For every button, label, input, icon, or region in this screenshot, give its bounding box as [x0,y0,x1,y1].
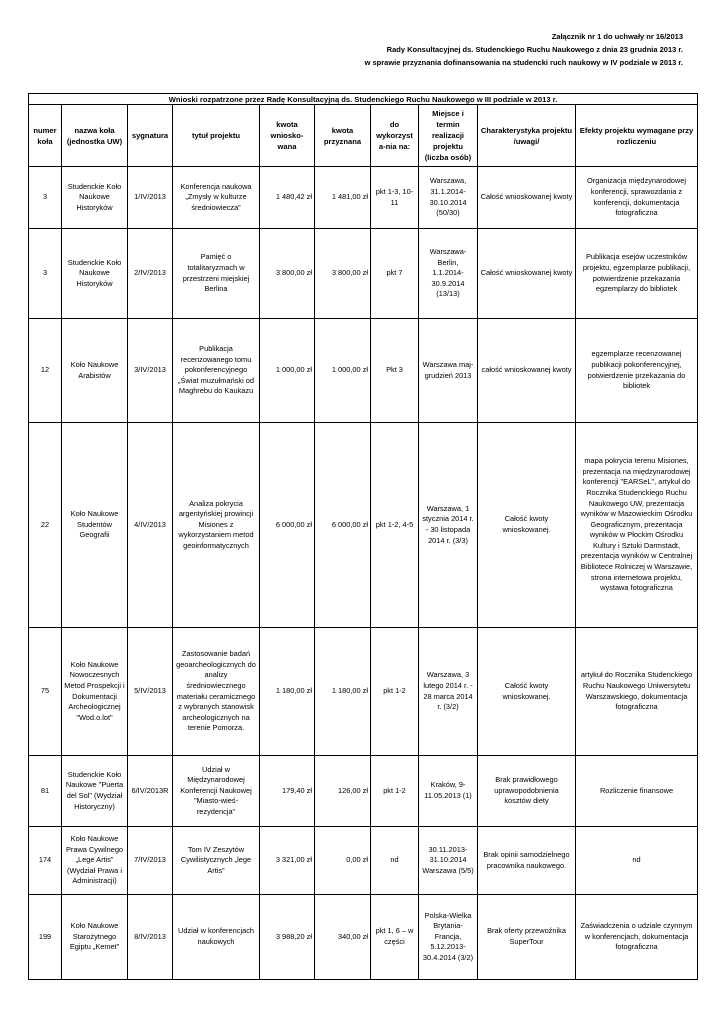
cell-tytul: Pamięć o totalitaryzmach w przestrzeni miejskiej Berlina [173,229,260,319]
cell-nazwa: Koło Naukowe Starożytnego Egiptu „Kemet” [62,895,128,980]
cell-sygnatura: 6/IV/2013R [128,756,173,827]
cell-sygnatura: 4/IV/2013 [128,423,173,628]
cell-sygnatura: 3/IV/2013 [128,319,173,423]
column-header-do-wykorzystania: do wykorzyst a-nia na: [371,105,419,167]
cell-kwota-przyznana: 126,00 zł [315,756,371,827]
cell-nazwa: Koło Naukowe Studentów Geografii [62,423,128,628]
cell-miejsce: Kraków, 9-11.05.2013 (1) [419,756,478,827]
cell-numer: 81 [29,756,62,827]
cell-numer: 3 [29,167,62,229]
cell-nazwa: Koło Naukowe Nowoczesnych Metod Prospekcji i Dokumentacji Archeologicznej "Wod.o.lot" [62,628,128,756]
cell-do-wykorzystania: pkt 1, 6 – w części [371,895,419,980]
cell-charakterystyka: Brak prawidłowego uprawopodobnienia kosztów diety [478,756,576,827]
cell-tytul: Udział w konferencjach naukowych [173,895,260,980]
cell-miejsce: Warszawa, 3 lutego 2014 r. - 28 marca 2014 r. (3/2) [419,628,478,756]
cell-charakterystyka: Całość kwoty wnioskowanej. [478,423,576,628]
cell-miejsce: Warszawa, 1 stycznia 2014 r. - 30 listopada 2014 r. (3/3) [419,423,478,628]
cell-kwota-przyznana: 1 000,00 zł [315,319,371,423]
cell-kwota-wnioskowana: 179,40 zł [260,756,315,827]
cell-kwota-wnioskowana: 1 180,00 zł [260,628,315,756]
cell-miejsce: Polska-Wielka Brytania-Francja, 5.12.2013-30.4.2014 (3/2) [419,895,478,980]
column-header-numer: numer koła [29,105,62,167]
document-header [0,30,683,69]
table-row [29,229,698,319]
column-header-tytul: tytuł projektu [173,105,260,167]
cell-numer: 174 [29,827,62,895]
cell-charakterystyka: Całość wnioskowanej kwoty [478,229,576,319]
cell-kwota-przyznana: 1 481,00 zł [315,167,371,229]
cell-charakterystyka: Brak opinii samodzielnego pracownika naukowego. [478,827,576,895]
cell-efekty: nd [576,827,698,895]
table-row [29,423,698,628]
cell-tytul: Zastosowanie badań geoarcheologicznych do analizy średniowiecznego materiału ceramicznego z wybranych stanowisk archeologicznych na terenie Pomorza. [173,628,260,756]
cell-nazwa: Koło Naukowe Arabistów [62,319,128,423]
cell-kwota-przyznana: 3 800,00 zł [315,229,371,319]
table-row [29,895,698,980]
cell-miejsce: Warszawa, 31.1.2014-30.10.2014 (50/30) [419,167,478,229]
cell-numer: 199 [29,895,62,980]
cell-do-wykorzystania: Pkt 3 [371,319,419,423]
cell-kwota-wnioskowana: 1 480,42 zł [260,167,315,229]
column-header-sygnatura: sygnatura [128,105,173,167]
cell-tytul: Konferencja naukowa „Zmysły w kulturze średniowiecza” [173,167,260,229]
cell-kwota-wnioskowana: 1 000,00 zł [260,319,315,423]
cell-do-wykorzystania: pkt 7 [371,229,419,319]
cell-sygnatura: 1/IV/2013 [128,167,173,229]
cell-charakterystyka: Brak oferty przewoźnika SuperTour [478,895,576,980]
cell-numer: 12 [29,319,62,423]
cell-sygnatura: 2/IV/2013 [128,229,173,319]
cell-kwota-przyznana: 1 180,00 zł [315,628,371,756]
cell-kwota-przyznana: 340,00 zł [315,895,371,980]
table-row [29,827,698,895]
column-header-charakterystyka: Charakterystyka projektu /uwagi/ [478,105,576,167]
cell-kwota-wnioskowana: 6 000,00 zł [260,423,315,628]
cell-sygnatura: 8/IV/2013 [128,895,173,980]
header-line-2: Rady Konsultacyjnej ds. Studenckiego Ruchu Naukowego z dnia 23 grudnia 2013 r. [386,45,683,54]
cell-do-wykorzystania: pkt 1-2 [371,756,419,827]
cell-nazwa: Studenckie Koło Naukowe "Puerta del Sol" (Wydział Historyczny) [62,756,128,827]
table-header-row [29,105,698,167]
cell-do-wykorzystania: pkt 1-3, 10-11 [371,167,419,229]
cell-tytul: Publikacja recenzowanego tomu pokonferencyjnego „Świat muzułmański od Maghrebu do Kaukazu [173,319,260,423]
cell-do-wykorzystania: nd [371,827,419,895]
column-header-kwota-przyznana: kwota przyznana [315,105,371,167]
cell-nazwa: Koło Naukowe Prawa Cywilnego „Lege Artis” (Wydział Prawa i Administracji) [62,827,128,895]
cell-kwota-przyznana: 6 000,00 zł [315,423,371,628]
cell-tytul: Udział w Międzynarodowej Konferencji Naukowej "Miasto-wieś-rezydencja" [173,756,260,827]
cell-do-wykorzystania: pkt 1-2 [371,628,419,756]
cell-efekty: Publikacja esejów uczestników projektu, egzemplarze publikacji, potwierdzenie przekazania egzemplarzy do bibliotek [576,229,698,319]
cell-kwota-wnioskowana: 3 988,20 zł [260,895,315,980]
table-row [29,167,698,229]
cell-charakterystyka: Całość wnioskowanej kwoty [478,167,576,229]
cell-efekty: egzemplarze recenzowanej publikacji pokonferencyjnej, potwierdzenie przekazania do bibliotek [576,319,698,423]
cell-kwota-wnioskowana: 3 800,00 zł [260,229,315,319]
header-line-3: w sprawie przyznania dofinansowania na studencki ruch naukowy w IV podziale w 2013 r. [364,58,683,67]
cell-numer: 3 [29,229,62,319]
column-header-efekty: Efekty projektu wymagane przy rozliczeniu [576,105,698,167]
cell-miejsce: 30.11.2013-31.10.2014 Warszawa (5/5) [419,827,478,895]
cell-efekty: Organizacja międzynarodowej konferencji, sprawozdania z konferencji, dokumentacja fotograficzna [576,167,698,229]
cell-efekty: mapa pokrycia terenu Misiones, prezentacja na międzynarodowej konferencji "EARSeL", artykuł do Rocznika Studenckiego Ruchu Naukowego UW, prezentacja wyników w Mazowieckim Ośrodku Geograficznym, prezentacja wyników w Płockim Ośrodku Kultury i Sztuki Darmstadt, prezentacja wyników w Centralnej Bibliotece Rolniczej w Warszawie, strona internetowa projektu, wystawa fotograficzna [576,423,698,628]
cell-nazwa: Studenckie Koło Naukowe Historyków [62,167,128,229]
cell-nazwa: Studenckie Koło Naukowe Historyków [62,229,128,319]
table-row [29,756,698,827]
cell-do-wykorzystania: pkt 1-2, 4-5 [371,423,419,628]
cell-efekty: Rozliczenie finansowe [576,756,698,827]
table-row [29,319,698,423]
cell-efekty: Zaświadczenia o udziale czynnym w konferencjach, dokumentacja fotograficzna [576,895,698,980]
cell-sygnatura: 7/IV/2013 [128,827,173,895]
cell-tytul: Analiza pokrycia argentyńskiej prowincji Misiones z wykorzystaniem metod geoinformatycznych [173,423,260,628]
cell-tytul: Tom IV Zeszytów Cywilistycznych „lege Artis” [173,827,260,895]
cell-efekty: artykuł do Rocznika Studenckiego Ruchu Naukowego Uniwersytetu Warszawskiego, dokumentacja fotograficzna [576,628,698,756]
grants-table [28,93,698,980]
cell-numer: 22 [29,423,62,628]
cell-charakterystyka: Całość kwoty wnioskowanej. [478,628,576,756]
table-row [29,628,698,756]
cell-kwota-przyznana: 0,00 zł [315,827,371,895]
column-header-nazwa: nazwa koła (jednostka UW) [62,105,128,167]
column-header-miejsce: Miejsce i termin realizacji projektu (liczba osób) [419,105,478,167]
column-header-kwota-wnioskowana: kwota wniosko-wana [260,105,315,167]
cell-charakterystyka: całość wnioskowanej kwoty [478,319,576,423]
header-line-1: Załącznik nr 1 do uchwały nr 16/2013 [551,32,683,41]
cell-sygnatura: 5/IV/2013 [128,628,173,756]
cell-numer: 75 [29,628,62,756]
table-title: Wnioski rozpatrzone przez Radę Konsultacyjną ds. Studenckiego Ruchu Naukowego w III podziale w 2013 r. [29,94,698,105]
cell-miejsce: Warszawa maj-grudzień 2013 [419,319,478,423]
cell-kwota-wnioskowana: 3 321,00 zł [260,827,315,895]
cell-miejsce: Warszawa-Berlin, 1.1.2014-30.9.2014 (13/13) [419,229,478,319]
